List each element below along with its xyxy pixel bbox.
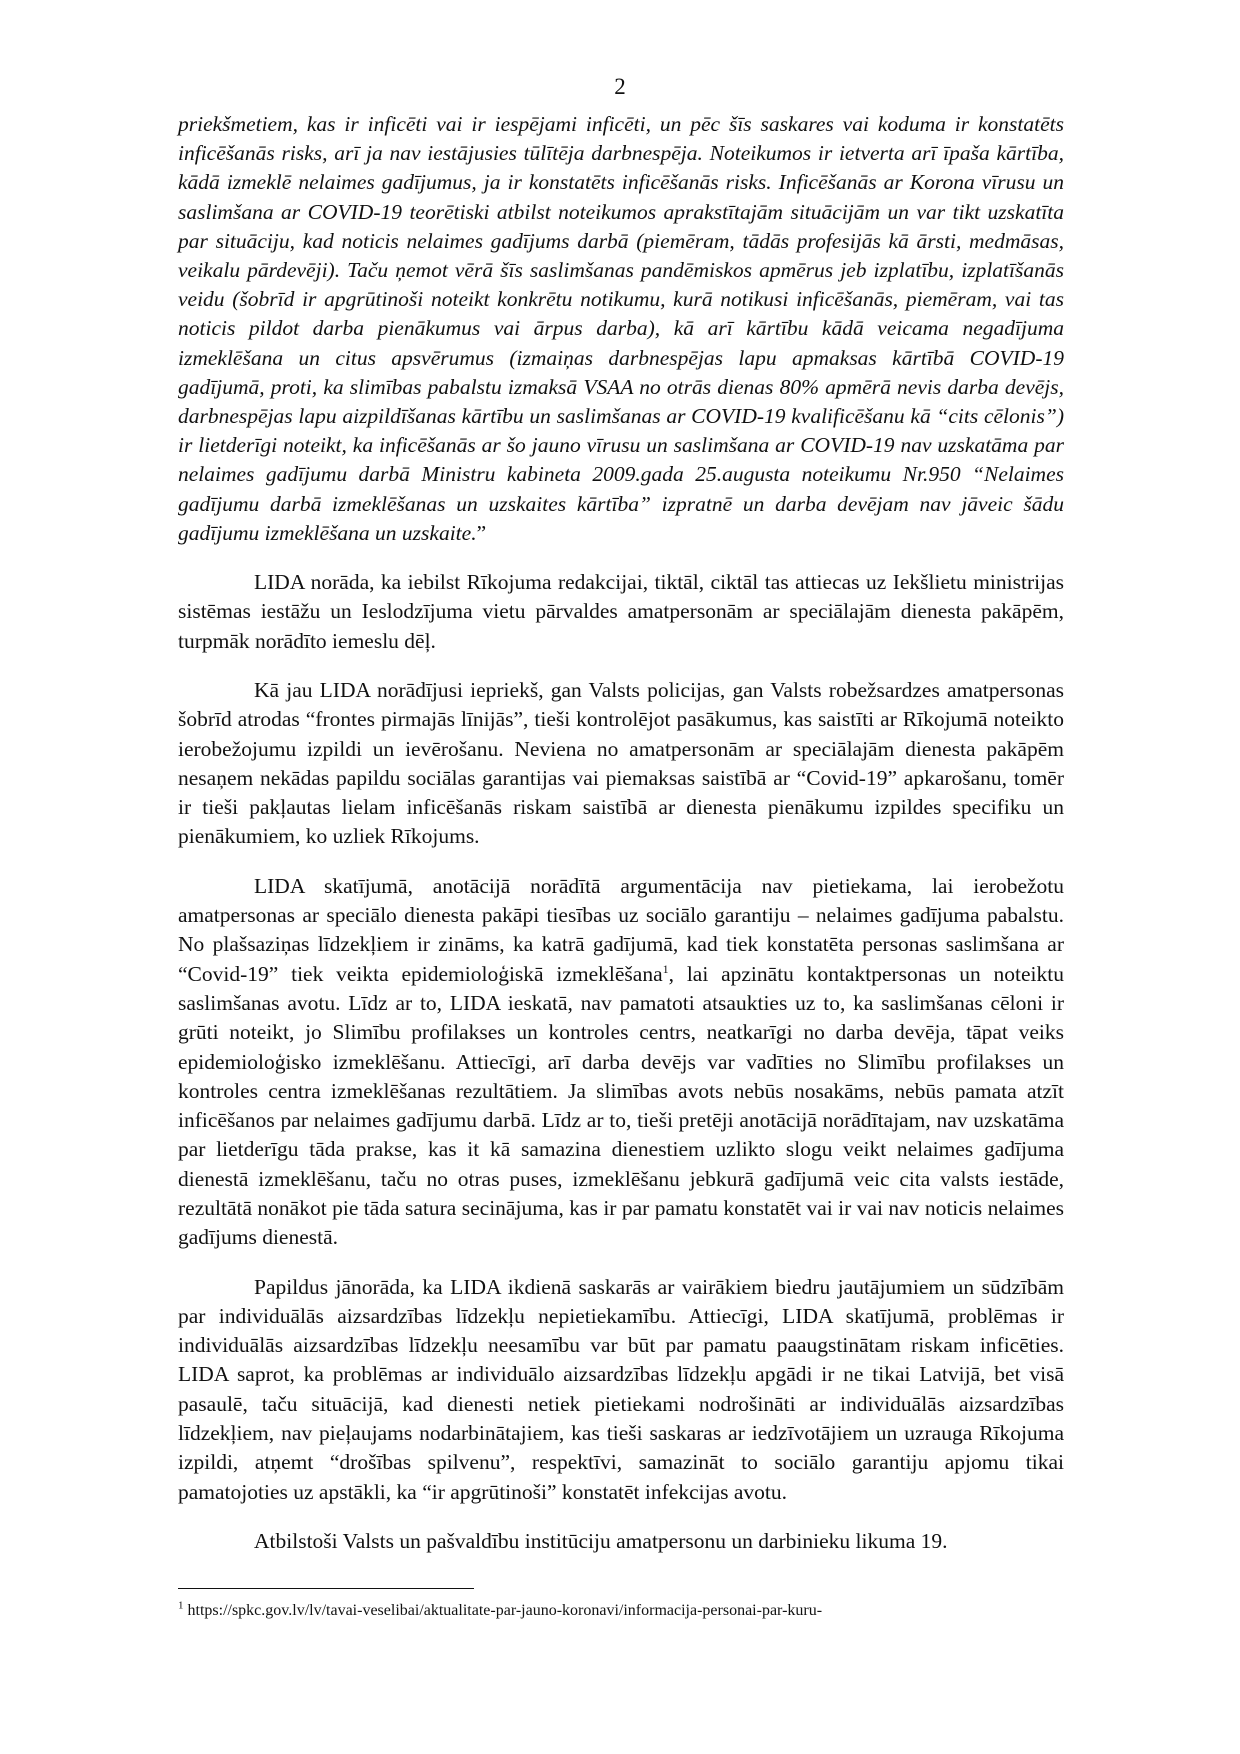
footnote-number: 1 <box>178 1599 184 1612</box>
paragraph-front-lines: Kā jau LIDA norādījusi iepriekš, gan Valsts policijas, gan Valsts robežsardzes amatpersonas šobrīd atrodas “frontes pirmajās līnijās”, tieši kontrolējot pasākumus, kas saistīti ar Rīkojumā noteikto ierobežojumu izpildi un ievērošanu. Neviena no amatpersonām ar speciālajām dienesta pakāpēm nesaņem nekādas papildu sociālas garantijas vai piemaksas saistībā ar “Covid-19” apkarošanu, tomēr ir tieši pakļautas lielam inficēšanās riskam saistībā ar dienesta pienākumu izpildes specifiku un pienākumiem, ko uzliek Rīkojums. <box>178 677 1064 849</box>
footnote-link[interactable]: https://spkc.gov.lv/lv/tavai-veselibai/aktualitate-par-jauno-koronavi/informacija-personai-par-kuru- <box>183 1602 823 1619</box>
footnote <box>178 1600 1078 1622</box>
body-text <box>178 110 1064 1556</box>
page-number: 2 <box>614 74 626 99</box>
quote-closing-mark: ” <box>476 520 487 545</box>
footnote-separator <box>178 1588 474 1589</box>
paragraph-law-reference: Atbilstoši Valsts un pašvaldību institūciju amatpersonu un darbinieku likuma 19. <box>254 1528 948 1553</box>
paragraph-protective-equipment: Papildus jānorāda, ka LIDA ikdienā saskarās ar vairākiem biedru jautājumiem un sūdzībām par individuālās aizsardzības līdzekļu nepietiekamību. Attiecīgi, LIDA skatījumā, problēmas ir individuālās aizsardzības līdzekļu neesamību var būt par pamatu paaugstinātam riskam inficēties. LIDA saprot, ka problēmas ar individuālo aizsardzības līdzekļu apgādi ir ne tikai Latvijā, bet visā pasaulē, taču situācijā, kad dienesti netiek pietiekami nodrošināti ar individuālās aizsardzības līdzekļiem, nav pieļaujams nodarbinātajiem, kas tieši saskaras ar iedzīvotājiem un uzrauga Rīkojuma izpildi, atņemt “drošības spilvenu”, respektīvi, samazināt to sociālo garantiju apjomu tikai pamatojoties uz apstākli, ka “ir apgrūtinoši” konstatēt infekcijas avotu. <box>178 1274 1064 1504</box>
paragraph-argumentation-part-2: , lai apzinātu kontaktpersonas un noteiktu saslimšanas avotu. Līdz ar to, LIDA ieskatā, nav pamatoti atsaukties uz to, ka saslimšanas cēloni ir grūti noteikt, jo Slimību profilakses un kontroles centrs, neatkarīgi no darba devēja, tāpat veiks epidemioloģisko izmeklēšanu. Attiecīgi, arī darba devējs var vadīties no Slimību profilakses un kontroles centra izmeklēšanas rezultātiem. Ja slimības avots nebūs nosakāms, nebūs pamata atzīt inficēšanos par nelaimes gadījumu darbā. Līdz ar to, tieši pretēji anotācijā norādītajam, nav uzskatāma par lietderīgu tāda prakse, kas it kā samazina dienestiem uzlikto slogu veikt nelaimes gadījuma dienestā izmeklēšanu, taču no otras puses, izmeklēšanu jebkurā gadījumā veic cita valsts iestāde, rezultātā nonākot pie tāda satura secinājuma, kas ir par pamatu konstatēt vai ir vai nav noticis nelaimes gadījums dienestā. <box>178 961 1064 1250</box>
quoted-annotation-text <box>178 110 1064 548</box>
footnote-reference[interactable]: 1 <box>662 961 669 976</box>
paragraph-argumentation-part-1: LIDA skatījumā, anotācijā norādītā argumentācija nav pietiekama, lai ierobežotu amatpersonas ar speciālo dienesta pakāpi tiesības uz sociālo garantiju – nelaimes gadījuma pabalstu. No plašsaziņas līdzekļiem ir zināms, ka katrā gadījumā, kad tiek konstatēta personas saslimšana ar “Covid-19” tiek veikta epidemioloģiskā izmeklēšana <box>178 873 1064 986</box>
paragraph-argumentation <box>178 872 1064 1253</box>
quote-text: priekšmetiem, kas ir inficēti vai ir iespējami inficēti, un pēc šīs saskares vai koduma ir konstatēts inficēšanās risks, arī ja nav iestājusies tūlītēja darbnespēja. Noteikumos ir ietverta arī īpaša kārtība, kādā izmeklē nelaimes gadījumus, ja ir konstatēts inficēšanās risks. Inficēšanās ar Korona vīrusu un saslimšana ar COVID-19 teorētiski atbilst noteikumos aprakstītajām situācijām un var tikt uzskatīta par situāciju, kad noticis nelaimes gadījums darbā (piemēram, tādās profesijās kā ārsti, medmāsas, veikalu pārdevēji). Taču ņemot vērā šīs saslimšanas pandēmiskos apmērus jeb izplatību, izplatīšanās veidu (šobrīd ir apgrūtinoši noteikt konkrētu notikumu, kurā notikusi inficēšanās, piemēram, vai tas noticis pildot darba pienākumus vai ārpus darba), kā arī kārtību kādā veicama negadījuma izmeklēšana un citus apsvērumus (izmaiņas darbnespējas lapu apmaksas kārtībā COVID-19 gadījumā, proti, ka slimības pabalstu izmaksā VSAA no otrās dienas 80% apmērā nevis darba devējs, darbnespējas lapu aizpildīšanas kārtību un saslimšanas ar COVID-19 kvalificēšanu kā “cits cēlonis”) ir lietderīgi noteikt, ka inficēšanās ar šo jauno vīrusu un saslimšana ar COVID-19 nav uzskatāma par nelaimes gadījumu darbā Ministru kabineta 2009.gada 25.augusta noteikumu Nr.950 “Nelaimes gadījumu darbā izmeklēšanas un uzskaites kārtība” izpratnē un darba devējam nav jāveic šādu gadījumu izmeklēšana un uzskaite. <box>178 112 1064 545</box>
paragraph-objection: LIDA norāda, ka iebilst Rīkojuma redakcijai, tiktāl, ciktāl tas attiecas uz Iekšlietu ministrijas sistēmas iestāžu un Ieslodzījuma vietu pārvaldes amatpersonām ar speciālajām dienesta pakāpēm, turpmāk norādīto iemeslu dēļ. <box>178 570 1064 653</box>
